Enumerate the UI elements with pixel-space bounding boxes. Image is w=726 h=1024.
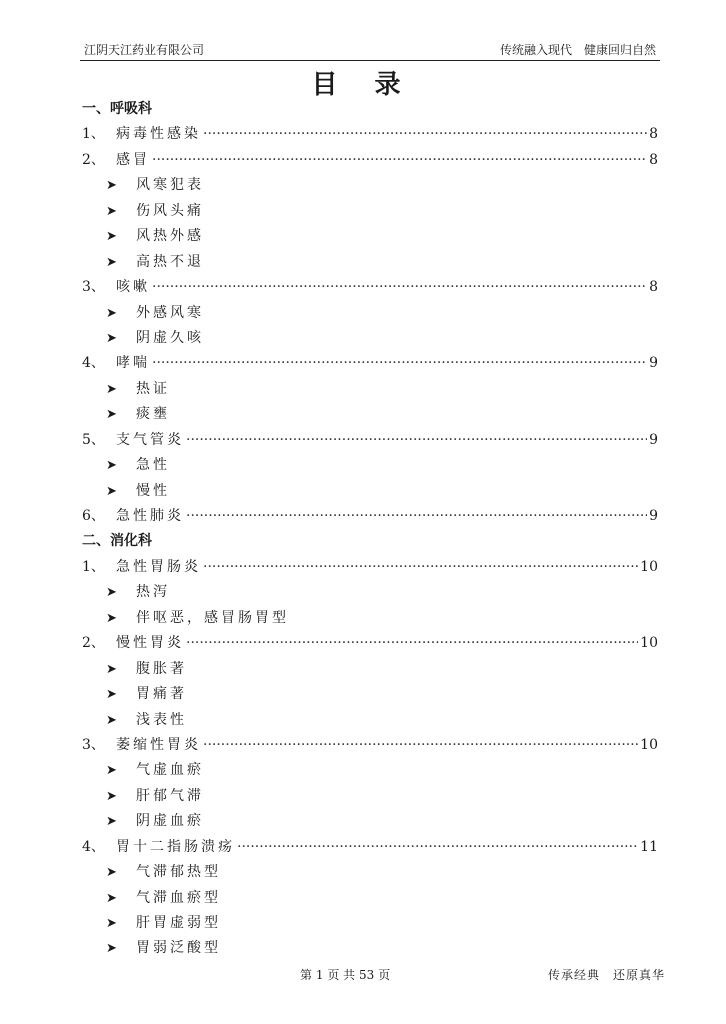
page-suffix: 页 (378, 968, 391, 982)
arrow-bullet-icon: ➤ (106, 330, 117, 346)
arrow-bullet-icon: ➤ (106, 661, 117, 677)
leader-dots (203, 555, 638, 580)
toc-subentry[interactable] (82, 250, 658, 275)
toc-entry[interactable] (82, 835, 658, 860)
toc-entry-number: 3、 (82, 279, 105, 296)
leader-dots (203, 733, 638, 758)
toc-subentry-label: 风寒犯表 (136, 177, 204, 194)
toc-entry-number: 2、 (82, 151, 105, 168)
leader-dots (186, 631, 638, 656)
toc-section-heading: 二、消化科 (82, 533, 152, 550)
toc-subentry-label: 阴虚久咳 (136, 329, 204, 346)
toc-subentry[interactable] (82, 580, 658, 605)
toc-subentry[interactable] (82, 377, 658, 402)
toc-entry[interactable] (82, 733, 658, 758)
toc-entry-label: 胃十二指肠溃疡 (116, 838, 235, 855)
header-company: 江阴天江药业有限公司 (84, 43, 205, 57)
toc-subentry[interactable] (82, 326, 658, 351)
arrow-bullet-icon: ➤ (106, 916, 117, 931)
toc-subentry[interactable] (82, 479, 658, 504)
toc-subentry-label: 高热不退 (136, 253, 204, 270)
toc-subentry[interactable] (82, 936, 658, 961)
toc-entry-number: 4、 (82, 355, 105, 372)
arrow-bullet-icon: ➤ (106, 178, 117, 194)
page-title: 目 录 (311, 70, 415, 100)
page-total: 53 (358, 968, 375, 982)
arrow-bullet-icon: ➤ (106, 712, 117, 728)
arrow-bullet-icon: ➤ (106, 407, 117, 423)
arrow-bullet-icon: ➤ (106, 203, 117, 219)
toc-entry-label: 萎缩性胃炎 (116, 736, 201, 753)
toc-subentry-label: 热证 (136, 380, 170, 397)
page-counter (300, 966, 390, 983)
arrow-bullet-icon: ➤ (106, 814, 117, 830)
toc-subentry-label: 气滞郁热型 (136, 864, 221, 881)
toc-entry-number: 2、 (82, 635, 105, 652)
toc-entry-number: 4、 (82, 838, 105, 855)
toc-entry-label: 急性胃肠炎 (116, 558, 201, 575)
arrow-bullet-icon: ➤ (106, 687, 117, 703)
toc-entry[interactable] (82, 631, 658, 656)
toc-entry-label: 慢性胃炎 (116, 635, 184, 652)
toc-subentry[interactable] (82, 784, 658, 809)
toc-entry-page: 8 (649, 151, 658, 168)
toc-subentry-label: 浅表性 (136, 711, 187, 728)
toc-entry[interactable] (82, 351, 658, 376)
toc-entry-page: 8 (649, 279, 658, 296)
toc-entry-page: 11 (640, 838, 658, 855)
leader-dots (186, 504, 647, 529)
toc-entry-page: 10 (640, 736, 658, 753)
arrow-bullet-icon: ➤ (106, 229, 117, 245)
toc-entry[interactable] (82, 428, 658, 453)
toc-entry-number: 6、 (82, 508, 105, 524)
toc-subentry[interactable] (82, 657, 658, 682)
toc-subentry-label: 痰壅 (136, 406, 170, 423)
page-mid: 页 共 (327, 968, 356, 982)
toc-entry[interactable] (82, 148, 658, 173)
arrow-bullet-icon: ➤ (106, 610, 117, 626)
toc-subentry[interactable] (82, 402, 658, 427)
toc-subentry[interactable] (82, 886, 658, 911)
toc-subentry[interactable] (82, 606, 658, 631)
leader-dots (186, 428, 647, 453)
toc-subentry-label: 热泻 (136, 584, 170, 601)
toc-entry-page: 10 (640, 635, 658, 652)
toc-subentry-label: 伴呕恶，感冒肠胃型 (136, 609, 289, 626)
toc-section-heading: 一、呼吸科 (82, 101, 152, 117)
toc-subentry[interactable] (82, 173, 658, 198)
toc-subentry-label: 气滞血瘀型 (136, 889, 221, 906)
page-header (80, 40, 660, 61)
arrow-bullet-icon: ➤ (106, 458, 117, 474)
toc-entry-label: 支气管炎 (116, 431, 184, 448)
toc-subentry-label: 慢性 (136, 482, 170, 499)
toc-subentry-label: 肝胃虚弱型 (136, 915, 221, 931)
toc-entry[interactable] (82, 122, 658, 147)
toc-entry-number: 1、 (82, 126, 105, 143)
leader-dots (152, 351, 647, 376)
toc-subentry-label: 肝郁气滞 (136, 787, 204, 804)
arrow-bullet-icon: ➤ (106, 890, 117, 906)
toc-subentry[interactable] (82, 911, 658, 936)
toc-entry-label: 急性肺炎 (116, 508, 184, 524)
toc-subentry-label: 风热外感 (136, 228, 204, 245)
toc-subentry[interactable] (82, 301, 658, 326)
toc-subentry-label: 胃弱泛酸型 (136, 940, 221, 957)
toc-entry-label: 感冒 (116, 151, 150, 168)
toc-subentry-label: 外感风寒 (136, 304, 204, 321)
leader-dots (152, 148, 647, 173)
toc-subentry-label: 伤风头痛 (136, 202, 204, 219)
toc-entry-label: 哮喘 (116, 355, 150, 372)
arrow-bullet-icon: ➤ (106, 483, 117, 499)
toc-entry-page: 8 (649, 126, 658, 143)
toc-entry-page: 9 (649, 431, 658, 448)
toc-subentry[interactable] (82, 453, 658, 478)
toc-subentry-label: 气虚血瘀 (136, 762, 204, 779)
toc-subentry[interactable] (82, 758, 658, 783)
header-slogan: 传统融入现代 健康回归自然 (499, 43, 656, 57)
toc-subentry-label: 胃痛著 (136, 686, 187, 703)
footer-slogan: 传承经典 还原真华 (548, 968, 666, 982)
toc-subentry-label: 急性 (136, 457, 170, 474)
toc-entry-label: 咳嗽 (116, 279, 150, 296)
toc-entry-number: 3、 (82, 736, 105, 753)
toc-subentry[interactable] (82, 860, 658, 885)
toc-subentry[interactable] (82, 199, 658, 224)
arrow-bullet-icon: ➤ (106, 788, 117, 804)
toc-entry-page: 9 (649, 508, 658, 524)
toc-entry-label: 病毒性感染 (116, 126, 201, 143)
arrow-bullet-icon: ➤ (106, 585, 117, 601)
toc-subentry-label: 腹胀著 (136, 660, 187, 677)
toc-entry[interactable] (82, 555, 658, 580)
arrow-bullet-icon: ➤ (106, 254, 117, 270)
leader-dots (237, 835, 638, 860)
arrow-bullet-icon: ➤ (106, 763, 117, 779)
toc-entry-number: 1、 (82, 558, 105, 575)
page-prefix: 第 (300, 968, 313, 982)
toc-entry[interactable] (82, 504, 658, 529)
arrow-bullet-icon: ➤ (106, 381, 117, 397)
leader-dots (203, 122, 647, 147)
table-of-contents (82, 97, 658, 962)
toc-subentry[interactable] (82, 809, 658, 834)
leader-dots (152, 275, 647, 300)
toc-subentry-label: 阴虚血瘀 (136, 813, 204, 830)
toc-subentry[interactable] (82, 708, 658, 733)
toc-subentry[interactable] (82, 682, 658, 707)
toc-entry-number: 5、 (82, 431, 105, 448)
toc-entry-page: 9 (649, 355, 658, 372)
page-number: 1 (315, 968, 324, 982)
toc-entry[interactable] (82, 275, 658, 300)
toc-subentry[interactable] (82, 224, 658, 249)
arrow-bullet-icon: ➤ (106, 305, 117, 321)
arrow-bullet-icon: ➤ (106, 865, 117, 881)
arrow-bullet-icon: ➤ (106, 941, 117, 957)
toc-entry-page: 10 (640, 558, 658, 575)
